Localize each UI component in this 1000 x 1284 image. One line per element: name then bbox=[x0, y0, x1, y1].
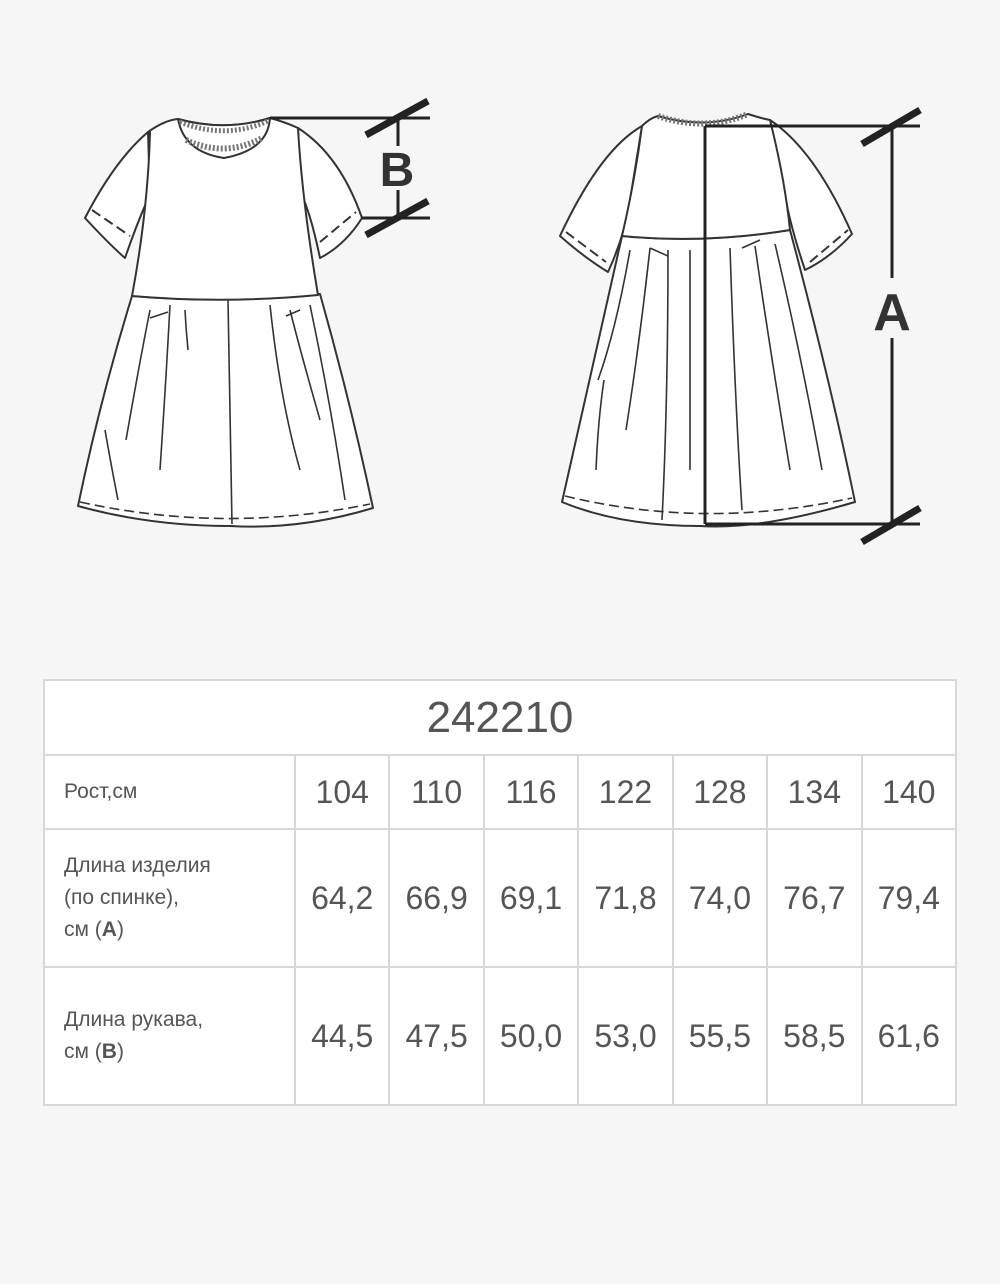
table-title-row bbox=[44, 680, 956, 755]
table-cell: 134 bbox=[767, 755, 861, 829]
measure-letter: A bbox=[101, 918, 117, 941]
unit-suffix: ) bbox=[116, 918, 124, 941]
table-cell: 116 bbox=[484, 755, 578, 829]
dress-technical-sketch bbox=[0, 0, 1000, 560]
table-row bbox=[44, 967, 956, 1105]
table-cell: 69,1 bbox=[484, 829, 578, 967]
table-cell: 64,2 bbox=[295, 829, 389, 967]
row-label-line: Длина изделия bbox=[64, 854, 211, 877]
dress-back-view bbox=[560, 114, 855, 527]
label-b: B bbox=[379, 144, 415, 197]
table-row bbox=[44, 755, 956, 829]
dress-front-view bbox=[78, 118, 373, 527]
unit-prefix: см ( bbox=[64, 1040, 102, 1063]
table-cell: 104 bbox=[295, 755, 389, 829]
measure-letter: B bbox=[101, 1040, 117, 1063]
unit-prefix: см ( bbox=[64, 918, 102, 941]
table-cell: 140 bbox=[862, 755, 956, 829]
row-label-line: (по спинке), bbox=[64, 886, 180, 909]
row-label-line bbox=[64, 1036, 294, 1068]
row-label-height bbox=[44, 755, 295, 829]
table-cell: 122 bbox=[578, 755, 672, 829]
size-table bbox=[43, 679, 957, 1106]
table-cell: 128 bbox=[673, 755, 767, 829]
row-label-line bbox=[64, 914, 294, 946]
table-cell: 74,0 bbox=[673, 829, 767, 967]
article-number: 242210 bbox=[44, 680, 956, 755]
table-cell: 55,5 bbox=[673, 967, 767, 1105]
unit-suffix: ) bbox=[116, 1040, 124, 1063]
table-cell: 66,9 bbox=[389, 829, 483, 967]
table-cell: 44,5 bbox=[295, 967, 389, 1105]
row-label-line: Рост,см bbox=[64, 780, 138, 803]
table-cell: 110 bbox=[389, 755, 483, 829]
table-cell: 79,4 bbox=[862, 829, 956, 967]
label-a: A bbox=[873, 284, 911, 342]
table-cell: 61,6 bbox=[862, 967, 956, 1105]
table-cell: 53,0 bbox=[578, 967, 672, 1105]
table-row bbox=[44, 829, 956, 967]
table-cell: 71,8 bbox=[578, 829, 672, 967]
table-cell: 76,7 bbox=[767, 829, 861, 967]
table-cell: 47,5 bbox=[389, 967, 483, 1105]
table-cell: 50,0 bbox=[484, 967, 578, 1105]
row-label-line: Длина рукава, bbox=[64, 1008, 204, 1031]
row-label-length bbox=[44, 829, 295, 967]
table-cell: 58,5 bbox=[767, 967, 861, 1105]
row-label-sleeve bbox=[44, 967, 295, 1105]
